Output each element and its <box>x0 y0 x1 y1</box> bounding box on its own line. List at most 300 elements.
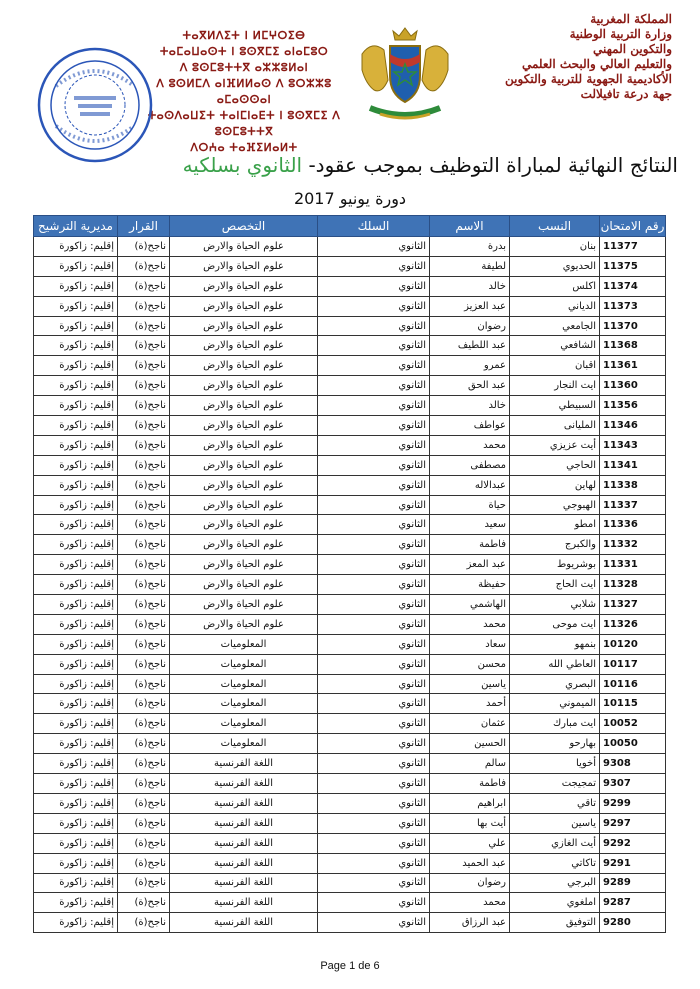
decision-cell: ناجح(ة) <box>118 833 170 853</box>
table-row <box>34 694 666 714</box>
table-row <box>34 435 666 455</box>
family-name-cell: ايت مبارك <box>510 714 600 734</box>
decision-cell: ناجح(ة) <box>118 416 170 436</box>
decision-cell: ناجح(ة) <box>118 614 170 634</box>
specialty-cell: اللغة الفرنسية <box>170 793 318 813</box>
decision-cell: ناجح(ة) <box>118 396 170 416</box>
table-row <box>34 714 666 734</box>
exam-number-cell: 11337 <box>600 495 666 515</box>
column-header-first-name: الاسم <box>430 216 510 237</box>
cycle-cell: الثانوي <box>318 774 430 794</box>
first-name-cell: سعاد <box>430 634 510 654</box>
specialty-cell: علوم الحياة والارض <box>170 316 318 336</box>
first-name-cell: عواطف <box>430 416 510 436</box>
exam-number-cell: 11341 <box>600 455 666 475</box>
first-name-cell: سالم <box>430 754 510 774</box>
exam-number-cell: 9308 <box>600 754 666 774</box>
specialty-cell: علوم الحياة والارض <box>170 614 318 634</box>
first-name-cell: لطيفة <box>430 256 510 276</box>
family-name-cell: الميموني <box>510 694 600 714</box>
decision-cell: ناجح(ة) <box>118 276 170 296</box>
first-name-cell: أيت بها <box>430 813 510 833</box>
cycle-cell: الثانوي <box>318 316 430 336</box>
directorate-cell: إقليم: زاكورة <box>34 416 118 436</box>
first-name-cell: عبد الرزاق <box>430 913 510 933</box>
first-name-cell: حياة <box>430 495 510 515</box>
cycle-cell: الثانوي <box>318 296 430 316</box>
table-row <box>34 495 666 515</box>
first-name-cell: ابراهيم <box>430 793 510 813</box>
exam-number-cell: 11338 <box>600 475 666 495</box>
table-row <box>34 913 666 933</box>
exam-number-cell: 9297 <box>600 813 666 833</box>
exam-number-cell: 11336 <box>600 515 666 535</box>
table-row <box>34 296 666 316</box>
exam-number-cell: 9291 <box>600 853 666 873</box>
family-name-cell: ايت موحى <box>510 614 600 634</box>
directorate-cell: إقليم: زاكورة <box>34 535 118 555</box>
directorate-cell: إقليم: زاكورة <box>34 893 118 913</box>
table-row <box>34 555 666 575</box>
specialty-cell: اللغة الفرنسية <box>170 873 318 893</box>
table-row <box>34 754 666 774</box>
decision-cell: ناجح(ة) <box>118 336 170 356</box>
table-row <box>34 595 666 615</box>
specialty-cell: اللغة الفرنسية <box>170 853 318 873</box>
decision-cell: ناجح(ة) <box>118 256 170 276</box>
first-name-cell: الحسين <box>430 734 510 754</box>
table-row <box>34 237 666 257</box>
cycle-cell: الثانوي <box>318 793 430 813</box>
table-row <box>34 893 666 913</box>
decision-cell: ناجح(ة) <box>118 873 170 893</box>
specialty-cell: علوم الحياة والارض <box>170 555 318 575</box>
table-row <box>34 674 666 694</box>
table-row <box>34 813 666 833</box>
title-highlight: الثانوي بسلكيه <box>182 153 303 177</box>
specialty-cell: اللغة الفرنسية <box>170 774 318 794</box>
cycle-cell: الثانوي <box>318 555 430 575</box>
cycle-cell: الثانوي <box>318 614 430 634</box>
family-name-cell: الدياني <box>510 296 600 316</box>
specialty-cell: علوم الحياة والارض <box>170 336 318 356</box>
table-row <box>34 774 666 794</box>
table-row <box>34 634 666 654</box>
specialty-cell: المعلوميات <box>170 674 318 694</box>
exam-number-cell: 9292 <box>600 833 666 853</box>
header-line: ⴷ ⵓⵙⵎⵓⵜⵜⴳ ⴰⵣⵣⵓⵍⴰⵏ <box>179 61 309 74</box>
cycle-cell: الثانوي <box>318 276 430 296</box>
first-name-cell: خالد <box>430 396 510 416</box>
family-name-cell: املغوي <box>510 893 600 913</box>
first-name-cell: حفيظة <box>430 575 510 595</box>
exam-number-cell: 9289 <box>600 873 666 893</box>
first-name-cell: مصطفى <box>430 455 510 475</box>
exam-number-cell: 11328 <box>600 575 666 595</box>
cycle-cell: الثانوي <box>318 853 430 873</box>
specialty-cell: المعلوميات <box>170 734 318 754</box>
directorate-cell: إقليم: زاكورة <box>34 435 118 455</box>
first-name-cell: محسن <box>430 654 510 674</box>
session-subtitle: دورة يونيو 2017 <box>293 189 407 208</box>
decision-cell: ناجح(ة) <box>118 495 170 515</box>
first-name-cell: بدرة <box>430 237 510 257</box>
family-name-cell: ياسين <box>510 813 600 833</box>
first-name-cell: عبد العزيز <box>430 296 510 316</box>
exam-number-cell: 11370 <box>600 316 666 336</box>
exam-number-cell: 11374 <box>600 276 666 296</box>
family-name-cell: العاطي الله <box>510 654 600 674</box>
exam-number-cell: 9287 <box>600 893 666 913</box>
table-row <box>34 654 666 674</box>
exam-number-cell: 9299 <box>600 793 666 813</box>
first-name-cell: عثمان <box>430 714 510 734</box>
family-name-cell: تمجيجت <box>510 774 600 794</box>
family-name-cell: أيت عزيزي <box>510 435 600 455</box>
cycle-cell: الثانوي <box>318 813 430 833</box>
directorate-cell: إقليم: زاكورة <box>34 455 118 475</box>
table-row <box>34 396 666 416</box>
decision-cell: ناجح(ة) <box>118 455 170 475</box>
specialty-cell: اللغة الفرنسية <box>170 813 318 833</box>
table-row <box>34 614 666 634</box>
directorate-cell: إقليم: زاكورة <box>34 694 118 714</box>
decision-cell: ناجح(ة) <box>118 694 170 714</box>
decision-cell: ناجح(ة) <box>118 435 170 455</box>
family-name-cell: الحاجي <box>510 455 600 475</box>
family-name-cell: بنان <box>510 237 600 257</box>
specialty-cell: علوم الحياة والارض <box>170 256 318 276</box>
family-name-cell: البصري <box>510 674 600 694</box>
table-row <box>34 853 666 873</box>
cycle-cell: الثانوي <box>318 714 430 734</box>
table-row <box>34 793 666 813</box>
exam-number-cell: 10117 <box>600 654 666 674</box>
directorate-cell: إقليم: زاكورة <box>34 316 118 336</box>
table-row <box>34 336 666 356</box>
specialty-cell: علوم الحياة والارض <box>170 475 318 495</box>
first-name-cell: رضوان <box>430 873 510 893</box>
specialty-cell: علوم الحياة والارض <box>170 535 318 555</box>
decision-cell: ناجح(ة) <box>118 356 170 376</box>
family-name-cell: البرجي <box>510 873 600 893</box>
header-line: ⴷⵔⵄⴰ ⵜⴰⴼⵉⵍⴰⵍⵜ <box>190 141 298 154</box>
specialty-cell: المعلوميات <box>170 654 318 674</box>
specialty-cell: علوم الحياة والارض <box>170 237 318 257</box>
cycle-cell: الثانوي <box>318 694 430 714</box>
specialty-cell: علوم الحياة والارض <box>170 595 318 615</box>
directorate-cell: إقليم: زاكورة <box>34 674 118 694</box>
directorate-cell: إقليم: زاكورة <box>34 714 118 734</box>
family-name-cell: امطو <box>510 515 600 535</box>
table-row <box>34 873 666 893</box>
exam-number-cell: 11343 <box>600 435 666 455</box>
page-title <box>50 150 678 180</box>
specialty-cell: علوم الحياة والارض <box>170 495 318 515</box>
cycle-cell: الثانوي <box>318 256 430 276</box>
header-line: جهة درعة تافيلالت <box>580 87 672 101</box>
column-header-cycle: السلك <box>318 216 430 237</box>
first-name-cell: عمرو <box>430 356 510 376</box>
cycle-cell: الثانوي <box>318 535 430 555</box>
decision-cell: ناجح(ة) <box>118 853 170 873</box>
directorate-cell: إقليم: زاكورة <box>34 575 118 595</box>
first-name-cell: عبدالاله <box>430 475 510 495</box>
specialty-cell: علوم الحياة والارض <box>170 296 318 316</box>
table-header-row <box>34 216 666 237</box>
family-name-cell: الحديوي <box>510 256 600 276</box>
directorate-cell: إقليم: زاكورة <box>34 296 118 316</box>
header-line: ⵜⴰⵙⴷⴰⵡⵉⵜ ⵜⴰⵏⵎⵏⴰⴹⵜ ⵏ ⵓⵙⴳⵎⵉ ⴷ ⵓⵙⵎⵓⵜⵜⴳ <box>147 109 341 138</box>
header-line: ⴷ ⵓⵙⵍⵎⴷ ⴰⵏⴼⵍⵍⴰⵙ ⴷ ⵓⵔⵣⵣⵓ ⴰⵎⴰⵙⵙⴰⵏ <box>156 77 332 106</box>
cycle-cell: الثانوي <box>318 396 430 416</box>
first-name-cell: الهاشمي <box>430 595 510 615</box>
family-name-cell: بهارحو <box>510 734 600 754</box>
table-row <box>34 416 666 436</box>
first-name-cell: محمد <box>430 614 510 634</box>
exam-number-cell: 9307 <box>600 774 666 794</box>
directorate-cell: إقليم: زاكورة <box>34 356 118 376</box>
first-name-cell: عبد اللطيف <box>430 336 510 356</box>
header-line: وزارة التربية الوطنية <box>569 27 672 41</box>
cycle-cell: الثانوي <box>318 237 430 257</box>
specialty-cell: علوم الحياة والارض <box>170 435 318 455</box>
column-header-directorate: مديرية الترشيح <box>34 216 118 237</box>
family-name-cell: ايت الحاج <box>510 575 600 595</box>
table-row <box>34 475 666 495</box>
family-name-cell: الشافعي <box>510 336 600 356</box>
header-line: ⵜⴰⴳⵍⴷⵉⵜ ⵏ ⵍⵎⵖⵔⵉⴱ <box>182 29 306 42</box>
moroccan-coat-of-arms-icon <box>350 24 460 124</box>
directorate-cell: إقليم: زاكورة <box>34 515 118 535</box>
decision-cell: ناجح(ة) <box>118 296 170 316</box>
decision-cell: ناجح(ة) <box>118 734 170 754</box>
family-name-cell: بنمهو <box>510 634 600 654</box>
header-line: الأكاديمية الجهوية للتربية والتكوين <box>505 72 672 86</box>
specialty-cell: علوم الحياة والارض <box>170 396 318 416</box>
results-table <box>33 215 666 933</box>
decision-cell: ناجح(ة) <box>118 575 170 595</box>
directorate-cell: إقليم: زاكورة <box>34 396 118 416</box>
directorate-cell: إقليم: زاكورة <box>34 256 118 276</box>
directorate-cell: إقليم: زاكورة <box>34 833 118 853</box>
decision-cell: ناجح(ة) <box>118 595 170 615</box>
family-name-cell: ايت النجار <box>510 376 600 396</box>
cycle-cell: الثانوي <box>318 913 430 933</box>
cycle-cell: الثانوي <box>318 416 430 436</box>
specialty-cell: علوم الحياة والارض <box>170 276 318 296</box>
family-name-cell: تاقي <box>510 793 600 813</box>
specialty-cell: المعلوميات <box>170 634 318 654</box>
cycle-cell: الثانوي <box>318 595 430 615</box>
decision-cell: ناجح(ة) <box>118 913 170 933</box>
directorate-cell: إقليم: زاكورة <box>34 634 118 654</box>
decision-cell: ناجح(ة) <box>118 316 170 336</box>
table-row <box>34 833 666 853</box>
specialty-cell: علوم الحياة والارض <box>170 356 318 376</box>
family-name-cell: بوشريوط <box>510 555 600 575</box>
family-name-cell: تاكاتي <box>510 853 600 873</box>
exam-number-cell: 11368 <box>600 336 666 356</box>
directorate-cell: إقليم: زاكورة <box>34 555 118 575</box>
family-name-cell: شلابي <box>510 595 600 615</box>
table-row <box>34 455 666 475</box>
family-name-cell: اقبان <box>510 356 600 376</box>
directorate-cell: إقليم: زاكورة <box>34 276 118 296</box>
table-row <box>34 535 666 555</box>
header-line: والتكوين المهني <box>593 42 672 56</box>
cycle-cell: الثانوي <box>318 336 430 356</box>
directorate-cell: إقليم: زاكورة <box>34 475 118 495</box>
column-header-specialty: التخصص <box>170 216 318 237</box>
cycle-cell: الثانوي <box>318 475 430 495</box>
ministry-header-tifinagh <box>128 28 360 156</box>
directorate-cell: إقليم: زاكورة <box>34 873 118 893</box>
first-name-cell: رضوان <box>430 316 510 336</box>
family-name-cell: أخويا <box>510 754 600 774</box>
family-name-cell: التوفيق <box>510 913 600 933</box>
first-name-cell: فاطمة <box>430 535 510 555</box>
specialty-cell: اللغة الفرنسية <box>170 913 318 933</box>
cycle-cell: الثانوي <box>318 376 430 396</box>
cycle-cell: الثانوي <box>318 455 430 475</box>
exam-number-cell: 11377 <box>600 237 666 257</box>
specialty-cell: اللغة الفرنسية <box>170 754 318 774</box>
cycle-cell: الثانوي <box>318 873 430 893</box>
academy-stamp-icon <box>36 46 154 164</box>
column-header-decision: القرار <box>118 216 170 237</box>
page-number: Page 1 de 6 <box>320 960 380 972</box>
first-name-cell: عبد الحق <box>430 376 510 396</box>
decision-cell: ناجح(ة) <box>118 475 170 495</box>
exam-number-cell: 10052 <box>600 714 666 734</box>
column-header-exam-number: رقم الامتحان <box>600 216 666 237</box>
ministry-header-arabic <box>440 12 672 102</box>
first-name-cell: أحمد <box>430 694 510 714</box>
decision-cell: ناجح(ة) <box>118 774 170 794</box>
decision-cell: ناجح(ة) <box>118 515 170 535</box>
specialty-cell: علوم الحياة والارض <box>170 515 318 535</box>
header-line: المملكة المغربية <box>590 12 672 26</box>
table-row <box>34 356 666 376</box>
cycle-cell: الثانوي <box>318 515 430 535</box>
specialty-cell: المعلوميات <box>170 694 318 714</box>
decision-cell: ناجح(ة) <box>118 654 170 674</box>
directorate-cell: إقليم: زاكورة <box>34 614 118 634</box>
decision-cell: ناجح(ة) <box>118 634 170 654</box>
cycle-cell: الثانوي <box>318 356 430 376</box>
family-name-cell: الهبوجي <box>510 495 600 515</box>
exam-number-cell: 11375 <box>600 256 666 276</box>
family-name-cell: والكبرج <box>510 535 600 555</box>
exam-number-cell: 11346 <box>600 416 666 436</box>
first-name-cell: محمد <box>430 893 510 913</box>
exam-number-cell: 10116 <box>600 674 666 694</box>
table-row <box>34 276 666 296</box>
directorate-cell: إقليم: زاكورة <box>34 495 118 515</box>
specialty-cell: اللغة الفرنسية <box>170 833 318 853</box>
directorate-cell: إقليم: زاكورة <box>34 813 118 833</box>
cycle-cell: الثانوي <box>318 674 430 694</box>
specialty-cell: علوم الحياة والارض <box>170 416 318 436</box>
cycle-cell: الثانوي <box>318 435 430 455</box>
table-row <box>34 515 666 535</box>
exam-number-cell: 10120 <box>600 634 666 654</box>
exam-number-cell: 11360 <box>600 376 666 396</box>
exam-number-cell: 10050 <box>600 734 666 754</box>
first-name-cell: علي <box>430 833 510 853</box>
family-name-cell: المليانى <box>510 416 600 436</box>
family-name-cell: أيت الغازي <box>510 833 600 853</box>
cycle-cell: الثانوي <box>318 754 430 774</box>
specialty-cell: المعلوميات <box>170 714 318 734</box>
exam-number-cell: 9280 <box>600 913 666 933</box>
cycle-cell: الثانوي <box>318 575 430 595</box>
header-line: ⵜⴰⵎⴰⵡⴰⵙⵜ ⵏ ⵓⵙⴳⵎⵉ ⴰⵏⴰⵎⵓⵔ <box>159 45 329 58</box>
directorate-cell: إقليم: زاكورة <box>34 595 118 615</box>
exam-number-cell: 11331 <box>600 555 666 575</box>
directorate-cell: إقليم: زاكورة <box>34 336 118 356</box>
first-name-cell: فاطمة <box>430 774 510 794</box>
directorate-cell: إقليم: زاكورة <box>34 754 118 774</box>
family-name-cell: الجامعي <box>510 316 600 336</box>
column-header-family-name: النسب <box>510 216 600 237</box>
decision-cell: ناجح(ة) <box>118 813 170 833</box>
specialty-cell: علوم الحياة والارض <box>170 455 318 475</box>
exam-number-cell: 11326 <box>600 614 666 634</box>
directorate-cell: إقليم: زاكورة <box>34 774 118 794</box>
cycle-cell: الثانوي <box>318 734 430 754</box>
first-name-cell: سعيد <box>430 515 510 535</box>
exam-number-cell: 11356 <box>600 396 666 416</box>
specialty-cell: اللغة الفرنسية <box>170 893 318 913</box>
family-name-cell: اكلس <box>510 276 600 296</box>
cycle-cell: الثانوي <box>318 495 430 515</box>
table-row <box>34 376 666 396</box>
header-line: والتعليم العالي والبحث العلمي <box>521 57 672 71</box>
first-name-cell: عبد الحميد <box>430 853 510 873</box>
decision-cell: ناجح(ة) <box>118 237 170 257</box>
decision-cell: ناجح(ة) <box>118 555 170 575</box>
directorate-cell: إقليم: زاكورة <box>34 734 118 754</box>
specialty-cell: علوم الحياة والارض <box>170 376 318 396</box>
first-name-cell: خالد <box>430 276 510 296</box>
exam-number-cell: 10115 <box>600 694 666 714</box>
family-name-cell: لهاين <box>510 475 600 495</box>
directorate-cell: إقليم: زاكورة <box>34 237 118 257</box>
decision-cell: ناجح(ة) <box>118 535 170 555</box>
exam-number-cell: 11332 <box>600 535 666 555</box>
directorate-cell: إقليم: زاكورة <box>34 913 118 933</box>
exam-number-cell: 11373 <box>600 296 666 316</box>
decision-cell: ناجح(ة) <box>118 376 170 396</box>
first-name-cell: ياسين <box>430 674 510 694</box>
table-row <box>34 575 666 595</box>
title-text: النتائج النهائية لمباراة التوظيف بموجب عقود- <box>302 153 678 177</box>
cycle-cell: الثانوي <box>318 833 430 853</box>
cycle-cell: الثانوي <box>318 654 430 674</box>
decision-cell: ناجح(ة) <box>118 754 170 774</box>
exam-number-cell: 11361 <box>600 356 666 376</box>
table-row <box>34 734 666 754</box>
cycle-cell: الثانوي <box>318 893 430 913</box>
directorate-cell: إقليم: زاكورة <box>34 793 118 813</box>
directorate-cell: إقليم: زاكورة <box>34 853 118 873</box>
decision-cell: ناجح(ة) <box>118 714 170 734</box>
decision-cell: ناجح(ة) <box>118 893 170 913</box>
table-row <box>34 316 666 336</box>
decision-cell: ناجح(ة) <box>118 674 170 694</box>
